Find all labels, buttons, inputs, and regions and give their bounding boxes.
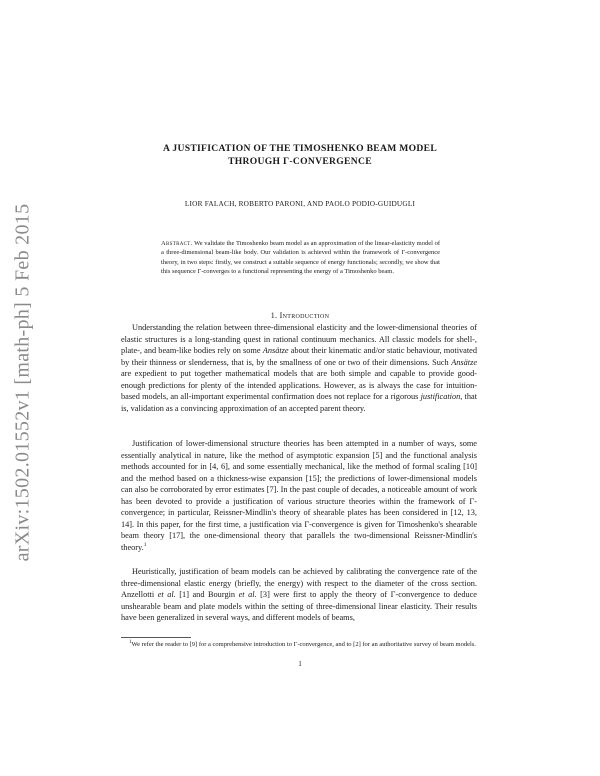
p3-text-b: [1] and Bourgin xyxy=(175,590,239,600)
arxiv-id: arXiv:1502.01552v1 [math-ph] 5 Feb 2015 xyxy=(11,203,34,561)
footnote-rule xyxy=(121,637,191,638)
p1-text-c: are expedient to put together mathematical models that are both simple and capable to provide good-enough predictions for plenty of the intended applications. However, as is always the case for intuition-based models, an all-important experimental confirmation does not replace for a rigorous xyxy=(121,369,477,402)
abstract-text: We validate the Timoshenko beam model as an approximation of the linear-elasticity model of a three-dimensional beam-like body. Our validation is achieved within the framework of Γ-convergence theory, in two steps: firstly, we construct a suitable sequence of energy functionals; secondly, we show that this sequence Γ-converges to a functional representing the energy of a Timoshenko beam. xyxy=(161,240,440,275)
authors: LIOR FALACH, ROBERTO PARONI, AND PAOLO PODIO-GUIDUGLI xyxy=(184,199,416,208)
paragraph-2 xyxy=(121,438,477,553)
paragraph-1 xyxy=(121,322,477,414)
p3-text-c: [3] were first to apply the theory of Γ-convergence to deduce unshearable beam and plate models within the setting of three-dimensional linear elasticity. Their results have been generalized in several ways, and different models of beams, xyxy=(121,590,477,623)
paragraph-3 xyxy=(121,566,477,624)
p1-emphasis-c: justification xyxy=(420,392,461,402)
section-title: Introduction xyxy=(279,311,330,320)
footnote-mark: 1 xyxy=(129,639,132,645)
title-line-1: A JUSTIFICATION OF THE TIMOSHENKO BEAM MODEL xyxy=(162,143,438,154)
p3-emphasis-a: et al. xyxy=(157,590,176,600)
arxiv-stamp xyxy=(11,182,35,582)
p3-emphasis-b: et al. xyxy=(238,590,257,600)
p3-text-a: Heuristically, justification of beam models can be achieved by calibrating the convergence rate of the three-dimensional elastic energy (briefly, the energy) with respect to the diameter of the cross section. Anzellotti xyxy=(121,567,477,600)
p2-text-a: Justification of lower-dimensional structure theories has been attempted in a number of ways, some essentially analytical in nature, like the method of asymptotic expansion [5] and the functional analysis methods accounted for in [4, 6], and some essentially mechanical, like the method of formal scaling [10] and the method based on a thickness-wise expansion [15]; the predictions of lower-dimensional models can also be corroborated by error estimates [7]. In the past couple of decades, a noticeable amount of work has been devoted to provide a justification of various structure theories within the framework of Γ-convergence; in particular, Reissner-Mindlin's theory of shearable plates has been considered in [12, 13, 14]. In this paper, for the first time, a justification via Γ-convergence is given for Timoshenko's shearable beam theory [17], the one-dimensional theory that parallels the two-dimensional Reissner-Mindlin's theory. xyxy=(121,439,477,552)
p1-text-d: , that is, validation as a convincing approximation of an accepted parent theory. xyxy=(121,392,477,413)
section-number: 1. xyxy=(270,311,278,320)
p1-text-b: about their kinematic and/or static behaviour, motivated by their thinness or slenderness, that is, by the smallness of one or two of their dimensions. Such xyxy=(121,346,477,367)
abstract-label: Abstract. xyxy=(161,240,193,247)
paper-title xyxy=(100,142,500,168)
abstract xyxy=(161,239,440,276)
p1-emphasis-a: Ansätze xyxy=(262,346,289,356)
page-number: 1 xyxy=(298,660,302,668)
footnote-text: We refer the reader to [9] for a comprehensive introduction to Γ-convergence, and to [2] for an authoritative survey of beam models. xyxy=(131,641,476,648)
p1-text-a: Understanding the relation between three-dimensional elasticity and the lower-dimensional theories of elastic structures is a long-standing quest in rational continuum mechanics. All classic models for shell-, plate-, and beam-like bodies rely on some xyxy=(121,323,477,356)
p1-emphasis-b: Ansätze xyxy=(451,357,477,367)
footnote xyxy=(121,640,477,650)
footnote-ref: 1 xyxy=(143,542,147,549)
title-line-2: THROUGH Γ-CONVERGENCE xyxy=(228,156,372,167)
section-heading xyxy=(100,311,500,320)
